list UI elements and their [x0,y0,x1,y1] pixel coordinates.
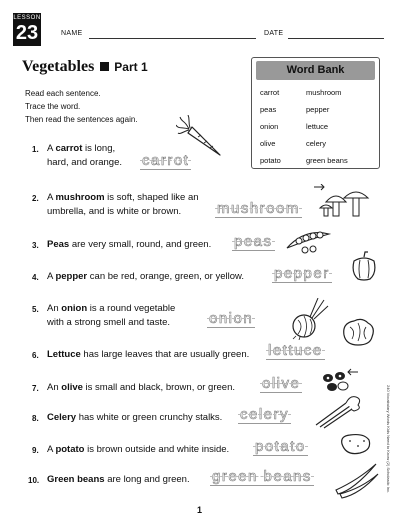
word-bank [251,57,380,169]
lesson-number: 23 [15,22,39,44]
carrot-icon [176,115,226,160]
lettuce-icon [340,317,376,347]
sentence-number: 9. [32,446,39,455]
instruction-3: Then read the sentences again. [25,115,138,124]
peas-icon [285,228,331,254]
sentence-line: A pepper can be red, orange, green, or yellow. [47,271,244,282]
green-beans-icon [334,460,380,500]
page-number: 1 [197,505,203,515]
sentence-line: Lettuce has large leaves that are usually green. [47,349,250,360]
word-bank-word: lettuce [306,122,329,131]
name-label: NAME [61,30,83,37]
title-bullet [100,62,109,71]
name-field[interactable] [89,38,256,39]
sentence-number: 7. [32,384,39,393]
sentence-number: 10. [28,476,40,485]
vocab-word: pepper [55,271,88,282]
mushroom-icon [312,184,372,220]
sentence-number: 2. [32,194,39,203]
vocab-word: onion [61,303,88,314]
sentence-line: A mushroom is soft, shaped like an [47,192,199,203]
trace-word[interactable]: olive [262,375,301,392]
sentence-line: An olive is small and black, brown, or green. [47,382,235,393]
date-field[interactable] [288,38,384,39]
vocab-word: Peas [47,239,70,250]
word-bank-word: celery [306,139,327,148]
trace-word[interactable]: pepper [274,265,330,282]
word-bank-word: potato [260,156,281,165]
sentence-line: Green beans are long and green. [47,474,190,485]
vocab-word: mushroom [55,192,105,203]
title-main: Vegetables [22,58,95,75]
sentence-line-2: hard, and orange. [47,157,123,168]
potato-icon [338,432,372,456]
vocab-word: olive [61,382,83,393]
sentence-line: An onion is a round vegetable [47,303,176,314]
sentence-number: 6. [32,351,39,360]
sentence-line: A potato is brown outside and white inside. [47,444,230,455]
vocab-word: Lettuce [47,349,81,360]
vocab-word: carrot [55,143,83,154]
trace-word[interactable]: mushroom [217,200,300,217]
lesson-label: LESSON [13,15,41,21]
page-title [22,58,148,76]
lesson-badge [13,13,41,46]
word-bank-title: Word Bank [256,61,375,80]
word-bank-word: pepper [306,105,330,114]
instruction-1: Read each sentence. [25,89,101,98]
sentence-line: Peas are very small, round, and green. [47,239,212,250]
trace-word[interactable]: potato [255,438,306,455]
olive-icon [318,368,360,394]
vocab-word: potato [55,444,85,455]
word-bank-word: olive [260,139,276,148]
sentence-number: 8. [32,414,39,423]
word-bank-word: peas [260,105,277,114]
sentence-number: 3. [32,241,39,250]
word-bank-word: mushroom [306,88,342,97]
trace-word[interactable]: celery [240,406,290,423]
word-bank-word: green beans [306,156,348,165]
sentence-line: Celery has white or green crunchy stalks. [47,412,223,423]
sentence-line-2: with a strong smell and taste. [47,317,171,328]
vocab-word: Green beans [47,474,105,485]
sentence-line-2: umbrella, and is white or brown. [47,206,182,217]
vocab-word: Celery [47,412,77,423]
sentence-number: 4. [32,273,39,282]
sentence-number: 5. [32,305,39,314]
pepper-icon [350,251,378,281]
word-bank-word: carrot [260,88,280,97]
side-credit: 240 Vocabulary Words Kids Need to Know (2) Scholastic Inc. [386,385,391,494]
trace-word[interactable]: onion [209,310,254,327]
instruction-2: Trace the word. [25,102,81,111]
trace-word[interactable]: peas [234,233,273,250]
sentence-number: 1. [32,145,39,154]
date-label: DATE [264,30,284,37]
celery-icon [312,395,364,429]
title-part: Part 1 [114,60,148,74]
trace-word[interactable]: carrot [142,152,190,169]
onion-icon [290,298,330,340]
sentence-line: A carrot is long, [47,143,116,154]
trace-word[interactable]: green beans [212,468,312,485]
trace-word[interactable]: lettuce [268,342,323,359]
word-bank-word: onion [260,122,279,131]
